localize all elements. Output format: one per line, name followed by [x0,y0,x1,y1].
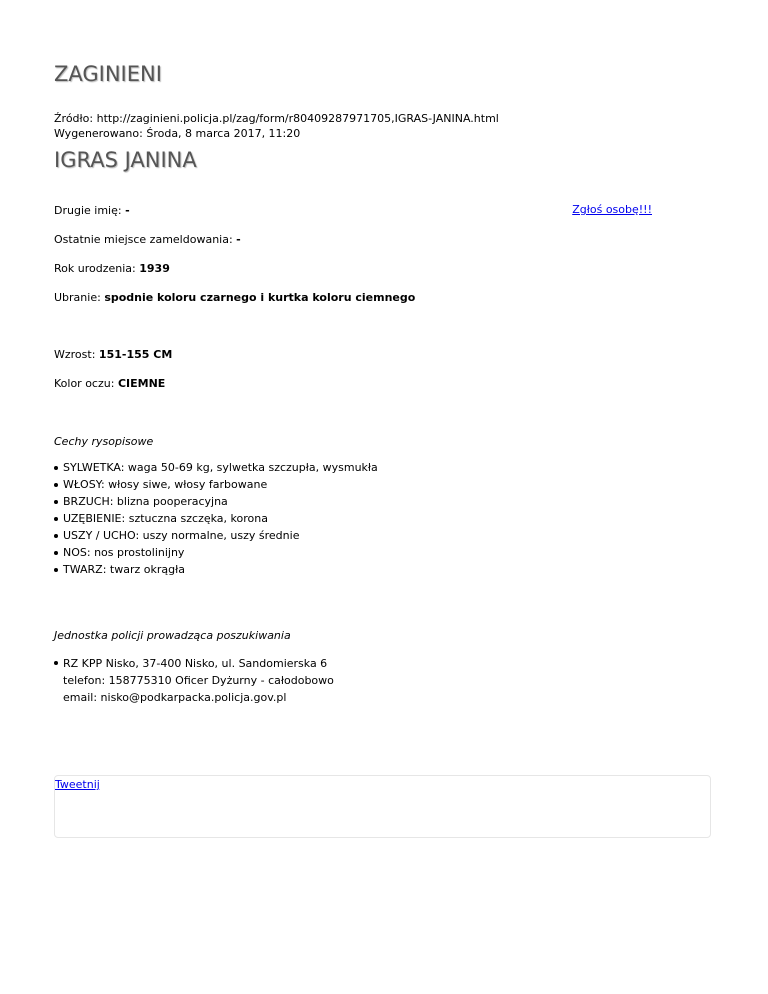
field-label: Ostatnie miejsce zameldowania: [54,233,233,246]
field-value: 1939 [139,262,170,275]
source-url: http://zaginieni.policja.pl/zag/form/r80409287971705,IGRAS-JANINA.html [96,112,499,125]
list-item: USZY / UCHO: uszy normalne, uszy średnie [54,528,378,545]
police-unit-phone: telefon: 158775310 Oficer Dyżurny - całodobowo [63,674,334,687]
list-item: BRZUCH: blizna pooperacyjna [54,494,378,511]
tweet-link[interactable]: Tweetnij [55,778,100,791]
list-item: TWARZ: twarz okrągła [54,562,378,579]
field-label: Wzrost: [54,348,96,361]
police-unit-address: RZ KPP Nisko, 37-400 Nisko, ul. Sandomierska 6 [63,657,328,670]
features-section-title: Cechy rysopisowe [54,435,154,448]
field-label: Ubranie: [54,291,101,304]
police-unit-email: email: nisko@podkarpacka.policja.gov.pl [63,691,287,704]
person-name: IGRAS JANINA [54,148,197,172]
field-value: spodnie koloru czarnego i kurtka koloru ciemnego [104,291,416,304]
generated-date: Środa, 8 marca 2017, 11:20 [146,127,301,140]
list-item: UZĘBIENIE: sztuczna szczęka, korona [54,511,378,528]
field-second-name [54,204,130,217]
police-unit-item [54,655,334,706]
site-title: ZAGINIENI [54,62,162,86]
field-label: Drugie imię: [54,204,122,217]
bullet-icon [54,661,58,665]
field-last-residence [54,233,241,246]
field-clothing [54,291,415,304]
field-label: Kolor oczu: [54,377,115,390]
field-birth-year [54,262,170,275]
source-label: Źródło: [54,112,94,125]
list-item: WŁOSY: włosy siwe, włosy farbowane [54,477,378,494]
generated-label: Wygenerowano: [54,127,143,140]
generated-line [54,126,499,141]
list-item: NOS: nos prostolinijny [54,545,378,562]
field-label: Rok urodzenia: [54,262,136,275]
share-box [54,775,711,838]
field-value: CIEMNE [117,377,166,390]
source-line [54,111,499,126]
list-item: SYLWETKA: waga 50-69 kg, sylwetka szczupła, wysmukła [54,460,378,477]
source-meta [54,111,499,141]
field-value: 151-155 CM [98,348,173,361]
field-height [54,348,172,361]
field-eye-color [54,377,165,390]
features-list [54,460,378,579]
field-value: - [236,233,241,246]
field-value: - [125,204,130,217]
police-unit-section-title: Jednostka policji prowadząca poszukiwania [54,629,291,642]
report-person-link[interactable]: Zgłoś osobę!!! [572,203,652,216]
